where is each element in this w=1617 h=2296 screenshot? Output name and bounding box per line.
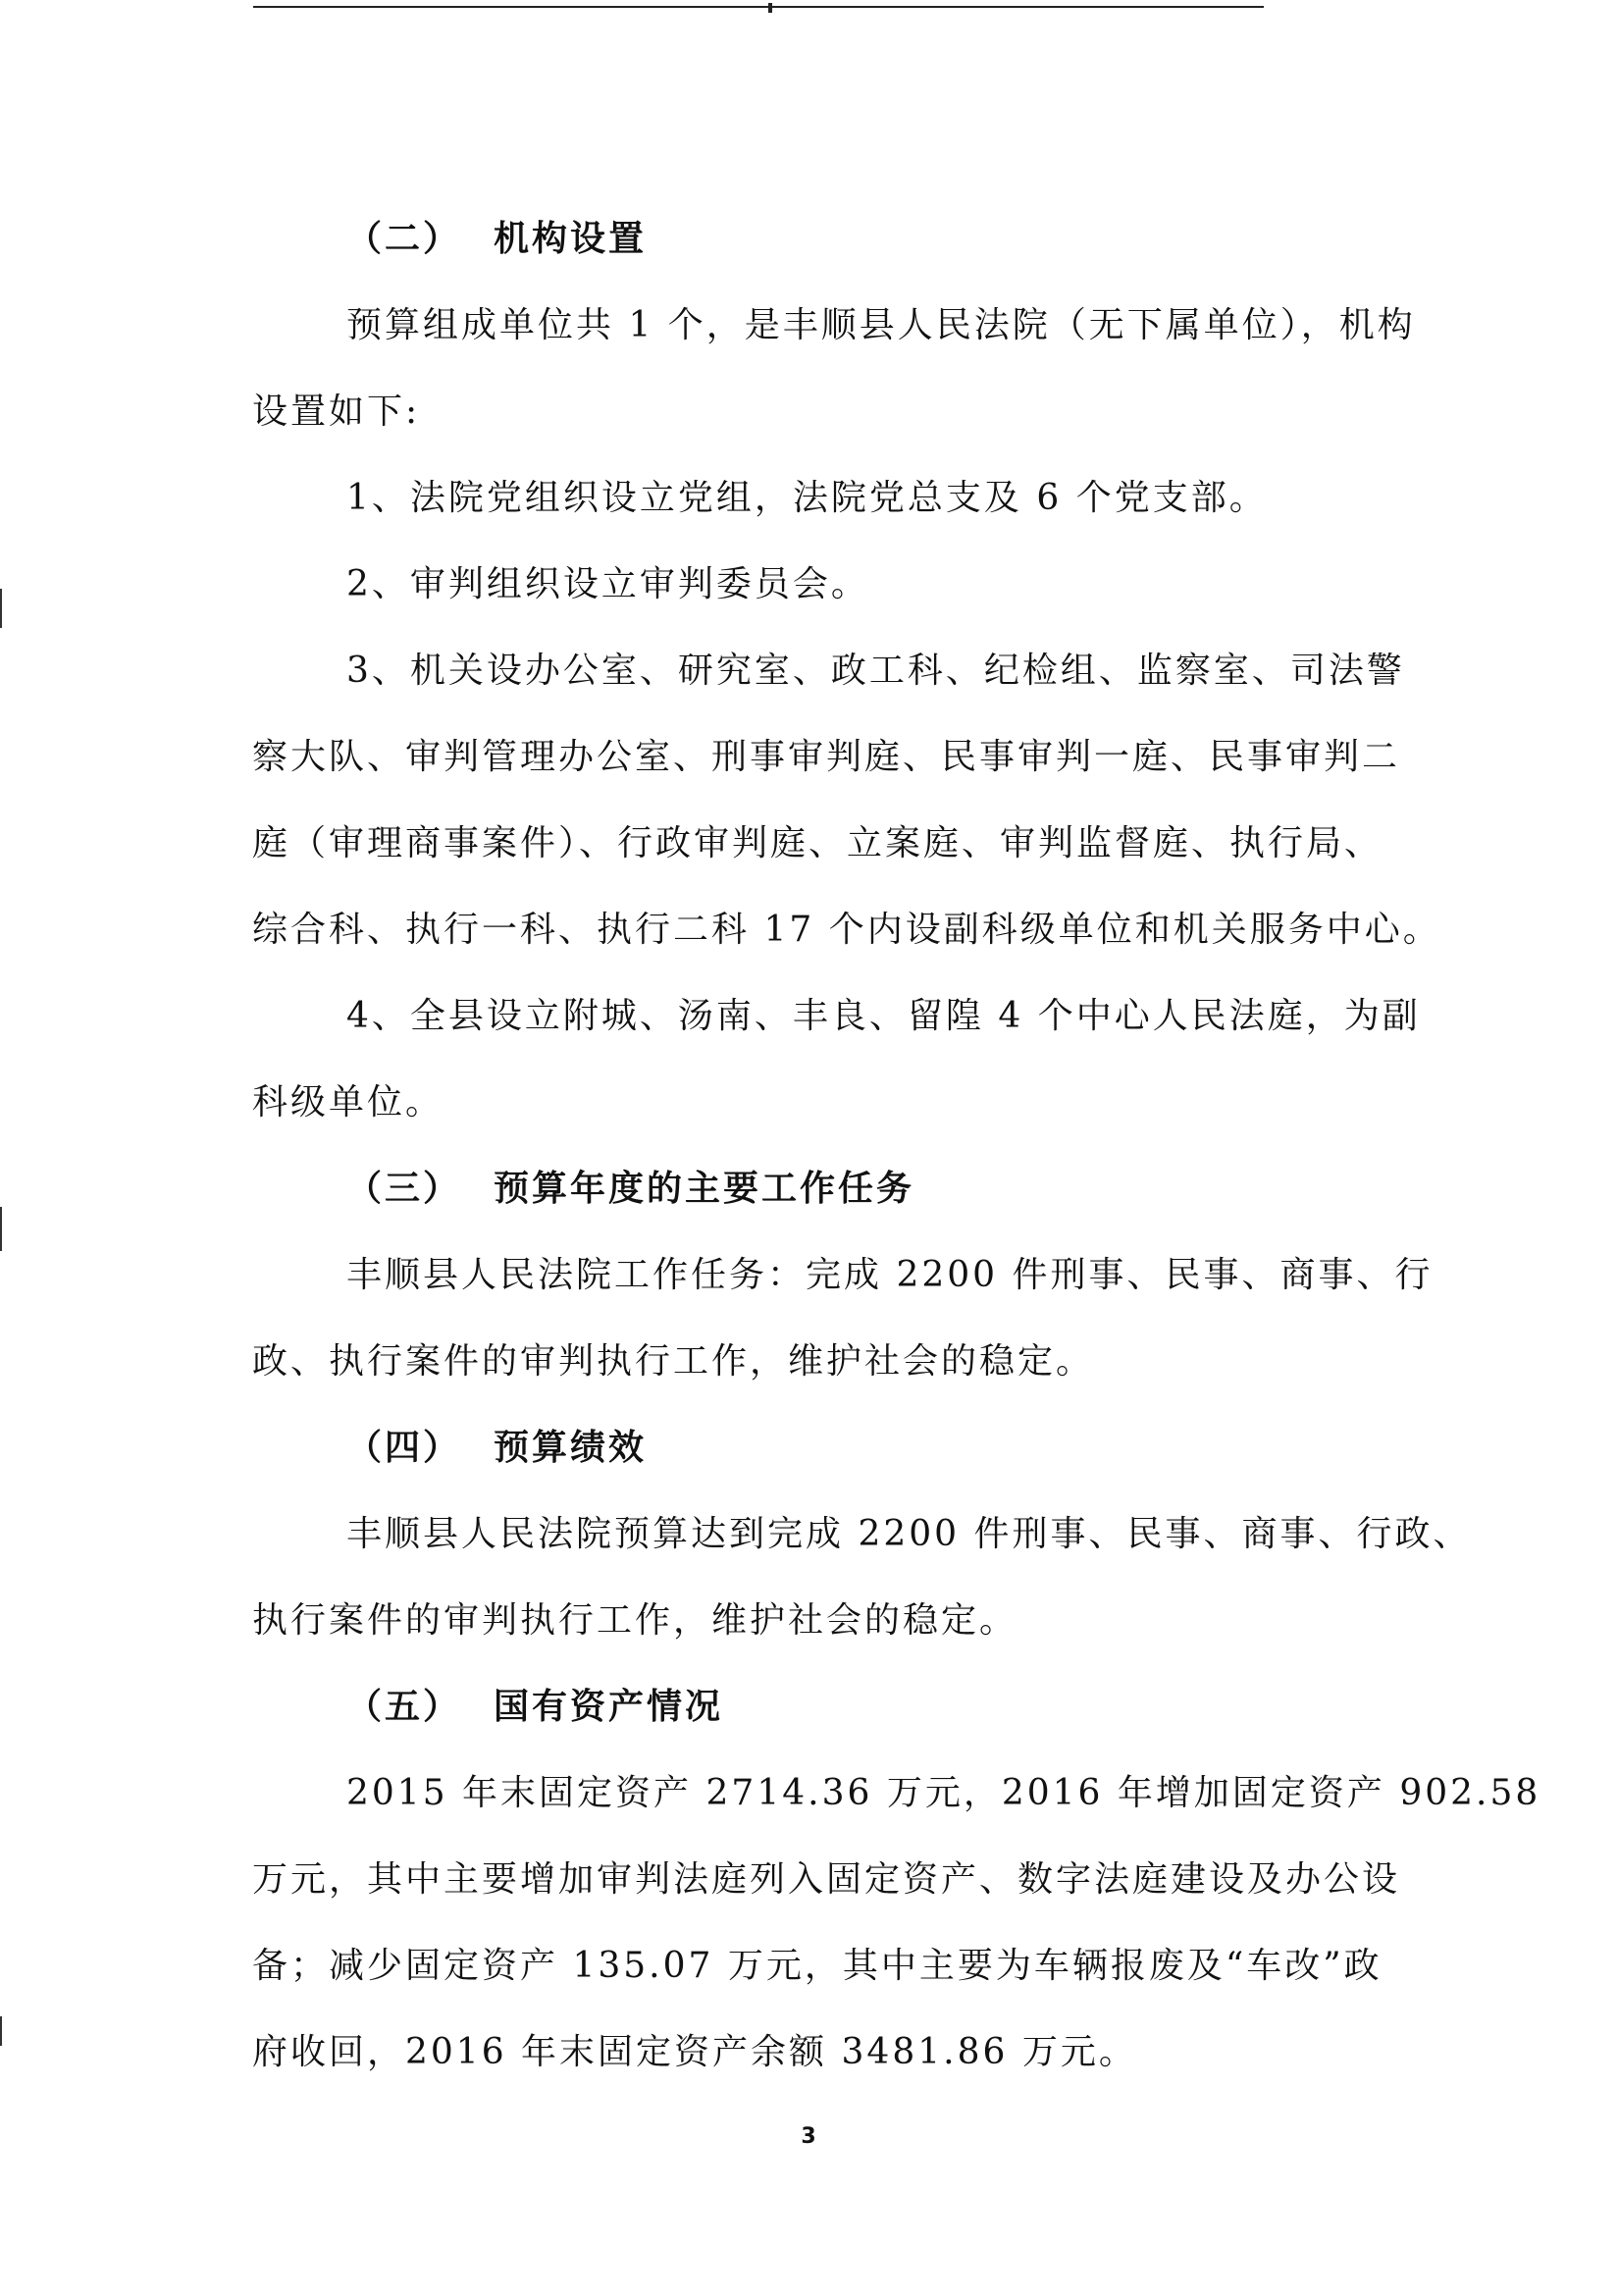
paragraph-line: 万元，其中主要增加审判法庭列入固定资产、数字法庭建设及办公设 — [252, 1859, 1401, 1900]
section-heading-3 — [346, 1167, 914, 1212]
section-title: 国有资产情况 — [494, 1687, 724, 1727]
paragraph-line: 府收回，2016 年末固定资产余额 3481.86 万元。 — [252, 2032, 1137, 2072]
section-title: 预算绩效 — [494, 1428, 648, 1468]
paragraph-line: 察大队、审判管理办公室、刑事审判庭、民事审判一庭、民事审判二 — [252, 737, 1401, 777]
section-title: 预算年度的主要工作任务 — [494, 1169, 915, 1209]
list-item: 3、机关设办公室、研究室、政工科、纪检组、监察室、司法警 — [346, 651, 1405, 691]
list-item: 4、全县设立附城、汤南、丰良、留隍 4 个中心人民法庭，为副 — [346, 996, 1421, 1036]
section-number: （三） — [346, 1169, 462, 1209]
paragraph-line: 庭（审理商事案件）、行政审判庭、立案庭、审判监督庭、执行局、 — [252, 823, 1383, 863]
section-number: （五） — [346, 1687, 462, 1727]
paragraph-line: 执行案件的审判执行工作，维护社会的稳定。 — [252, 1600, 1018, 1641]
left-scan-mark — [0, 589, 2, 628]
list-item: 1、法院党组织设立党组，法院党总支及 6 个党支部。 — [346, 478, 1268, 518]
paragraph-line: 预算组成单位共 1 个，是丰顺县人民法院（无下属单位），机构 — [346, 305, 1416, 345]
section-number: （四） — [346, 1428, 462, 1468]
paragraph-line: 政、执行案件的审判执行工作，维护社会的稳定。 — [252, 1341, 1095, 1382]
list-item: 2、审判组织设立审判委员会。 — [346, 564, 869, 604]
paragraph-line: 丰顺县人民法院工作任务：完成 2200 件刑事、民事、商事、行 — [346, 1255, 1434, 1295]
left-scan-mark — [0, 2016, 2, 2046]
section-number: （二） — [346, 219, 462, 259]
paragraph-line: 2015 年末固定资产 2714.36 万元，2016 年增加固定资产 902.58 — [346, 1773, 1541, 1813]
top-border-line — [253, 6, 1264, 8]
left-scan-mark — [0, 1207, 2, 1251]
paragraph-line: 综合科、执行一科、执行二科 17 个内设副科级单位和机关服务中心。 — [252, 910, 1441, 950]
paragraph-line: 丰顺县人民法院预算达到完成 2200 件刑事、民事、商事、行政、 — [346, 1514, 1472, 1554]
section-heading-4 — [346, 1426, 647, 1471]
section-heading-2 — [346, 217, 647, 262]
section-title: 机构设置 — [494, 219, 648, 259]
paragraph-line: 科级单位。 — [252, 1082, 444, 1122]
paragraph-line: 备；减少固定资产 135.07 万元，其中主要为车辆报废及“车改”政 — [252, 1946, 1382, 1986]
page-number: 3 — [801, 2124, 816, 2149]
top-scan-mark — [768, 3, 772, 13]
paragraph-line: 设置如下: — [252, 391, 421, 432]
section-heading-5 — [346, 1685, 723, 1730]
